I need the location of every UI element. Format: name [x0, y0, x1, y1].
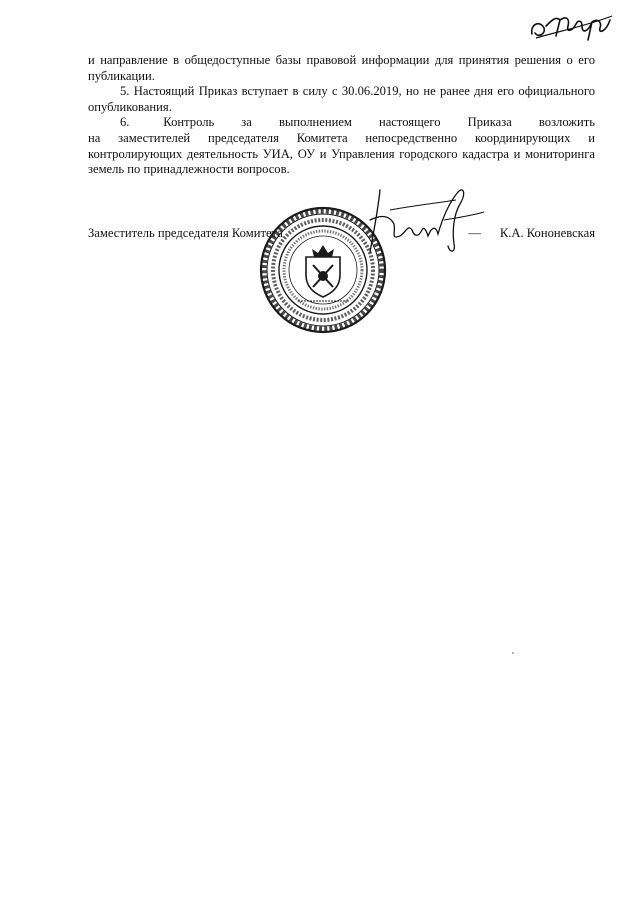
signature-dash: —: [468, 226, 481, 240]
scan-speck: [512, 652, 514, 654]
signatory-name: К.А. Кононевская: [499, 226, 595, 240]
body-text: [88, 53, 595, 178]
paragraph-5: 5. Настоящий Приказ вступает в силу с 30.06.2019, но не ранее дня его официального опубликования.: [88, 84, 595, 114]
handwritten-mark: [526, 6, 616, 46]
paragraph-6-rest: на заместителей председателя Комитета непосредственно координирующих и контролирующих деятельность УИА, ОУ и Управления городского кадастра и мониторинга земель по принадлежности вопросов.: [88, 130, 595, 177]
paragraph-continuation: и направление в общедоступные базы правовой информации для принятия решения о его публикации.: [88, 53, 595, 83]
signatory-position: Заместитель председателя Комитета: [88, 226, 283, 240]
paragraph-6-first-line: 6. Контроль за выполнением настоящего Приказа возложить: [120, 115, 595, 130]
handwritten-signature: [360, 180, 490, 260]
